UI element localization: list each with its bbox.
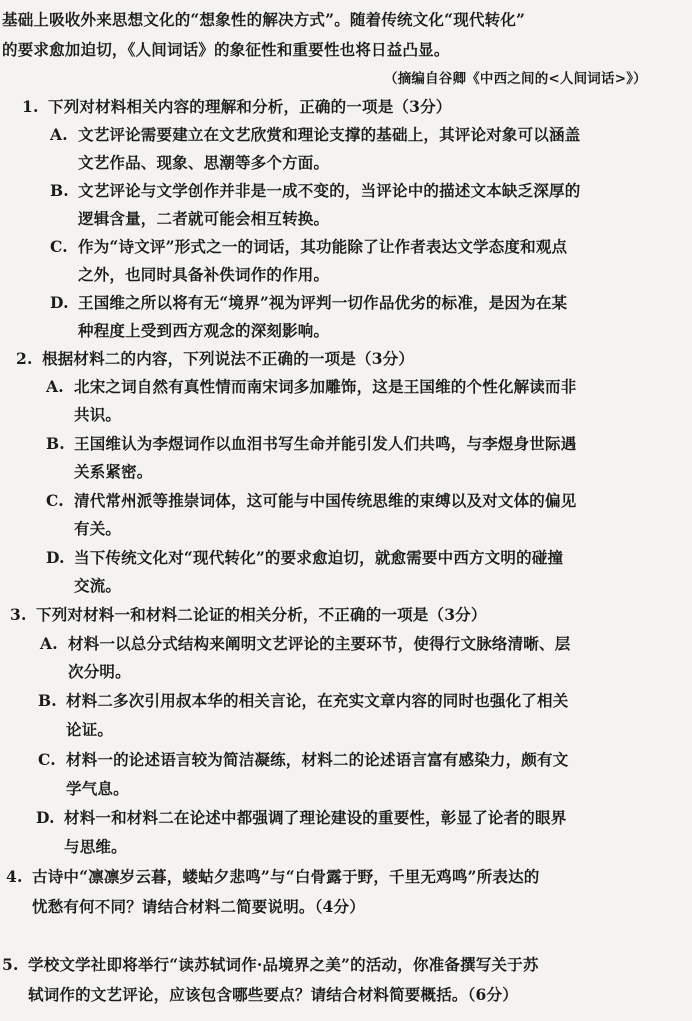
option-letter: A. (40, 634, 58, 653)
question-2-option-c[interactable] (46, 491, 576, 511)
option-letter: A. (46, 377, 64, 396)
question-3-option-c[interactable] (38, 750, 568, 770)
question-1-option-a-cont: 文艺作品、现象、思潮等多个方面。 (78, 153, 330, 172)
intro-line-1: 基础上吸收外来思想文化的“想象性的解决方式”。随着传统文化“现代转化” (2, 10, 526, 29)
question-1-option-b-cont: 逻辑含量，二者就可能会相互转换。 (78, 209, 330, 228)
question-number: 4. (6, 867, 23, 886)
question-3-option-d-cont: 与思维。 (64, 837, 127, 856)
question-2-option-c-cont: 有关。 (74, 519, 122, 538)
question-number: 3. (10, 605, 27, 624)
question-1-option-b[interactable] (50, 181, 580, 201)
option-text: 文艺评论与文学创作并非是一成不变的，当评论中的描述文本缺乏深厚的 (78, 181, 581, 200)
option-text: 文艺评论需要建立在文艺欣赏和理论支撑的基础上，其评论对象可以涵盖 (78, 125, 581, 144)
option-text: 材料一和材料二在论述中都强调了理论建设的重要性，彰显了论者的眼界 (64, 808, 567, 827)
option-letter: C. (50, 237, 68, 256)
option-text: 作为“诗文评”形式之一的词话，其功能除了让作者表达文学态度和观点 (78, 237, 568, 256)
question-number: 5. (2, 955, 19, 974)
question-1-option-d-cont: 种程度上受到西方观念的深刻影响。 (78, 321, 330, 340)
option-letter: B. (38, 691, 57, 710)
question-2-option-a-cont: 共识。 (74, 405, 122, 424)
option-letter: B. (46, 434, 65, 453)
option-text: 清代常州派等推崇词体，这可能与中国传统思维的束缚以及对文体的偏见 (74, 491, 577, 510)
option-letter: D. (50, 293, 69, 312)
question-text: 根据材料二的内容，下列说法不正确的一项是（3分） (42, 349, 415, 368)
question-text: 下列对材料一和材料二论证的相关分析，不正确的一项是（3分） (36, 605, 487, 624)
question-1-stem (22, 97, 452, 117)
question-1-option-c[interactable] (50, 237, 567, 257)
option-text: 王国维之所以将有无“境界”视为评判一切作品优劣的标准，是因为在某 (78, 293, 568, 312)
question-3-stem (10, 605, 487, 625)
question-4-stem (6, 867, 539, 887)
question-2-option-d[interactable] (46, 548, 563, 568)
option-text: 材料一以总分式结构来阐明文艺评论的主要环节，使得行文脉络清晰、层 (68, 634, 571, 653)
question-3-option-b[interactable] (38, 691, 568, 711)
question-number: 2. (16, 349, 33, 368)
option-letter: D. (36, 808, 55, 827)
question-5-stem-cont: 轼词作的文艺评论，应该包含哪些要点？请结合材料简要概括。（6分） (28, 985, 518, 1004)
question-1-option-c-cont: 之外，也同时具备补佚词作的作用。 (78, 265, 330, 284)
option-letter: D. (46, 548, 65, 567)
intro-source: （摘编自谷卿《中西之间的<人间词话>》） (384, 71, 647, 87)
option-text: 材料一的论述语言较为简洁凝练，材料二的论述语言富有感染力，颇有文 (66, 750, 569, 769)
question-2-option-d-cont: 交流。 (74, 576, 122, 595)
option-text: 当下传统文化对“现代转化”的要求愈迫切，就愈需要中西方文明的碰撞 (74, 548, 564, 567)
option-letter: A. (50, 125, 68, 144)
question-1-option-a[interactable] (50, 125, 580, 145)
option-text: 北宋之词自然有真性情而南宋词多加雕饰，这是王国维的个性化解读而非 (74, 377, 577, 396)
question-3-option-c-cont: 学气息。 (66, 779, 129, 798)
question-4-stem-cont: 忧愁有何不同？请结合材料二简要说明。（4分） (32, 897, 365, 916)
question-2-option-b[interactable] (46, 434, 576, 454)
question-text: 下列对材料相关内容的理解和分析，正确的一项是（3分） (48, 97, 452, 116)
question-3-option-d[interactable] (36, 808, 566, 828)
question-1-option-d[interactable] (50, 293, 567, 313)
question-text: 学校文学社即将举行“读苏轼词作·品境界之美”的活动，你准备撰写关于苏 (28, 955, 539, 974)
question-3-option-a-cont: 次分明。 (68, 662, 131, 681)
question-3-option-a[interactable] (40, 634, 570, 654)
option-text: 王国维认为李煜词作以血泪书写生命并能引发人们共鸣，与李煜身世际遇 (74, 434, 577, 453)
intro-line-2: 的要求愈加迫切，《人间词话》的象征性和重要性也将日益凸显。 (2, 40, 450, 59)
question-text: 古诗中“凛凛岁云暮，蝼蛄夕悲鸣”与“白骨露于野，千里无鸡鸣”所表达的 (32, 867, 540, 886)
option-letter: C. (38, 750, 56, 769)
question-number: 1. (22, 97, 39, 116)
question-2-option-b-cont: 关系紧密。 (74, 462, 153, 481)
option-text: 材料二多次引用叔本华的相关言论，在充实文章内容的同时也强化了相关 (66, 691, 569, 710)
question-2-option-a[interactable] (46, 377, 576, 397)
option-letter: B. (50, 181, 69, 200)
option-letter: C. (46, 491, 64, 510)
question-3-option-b-cont: 论证。 (66, 720, 114, 739)
question-2-stem (16, 349, 414, 369)
question-5-stem (2, 955, 539, 975)
